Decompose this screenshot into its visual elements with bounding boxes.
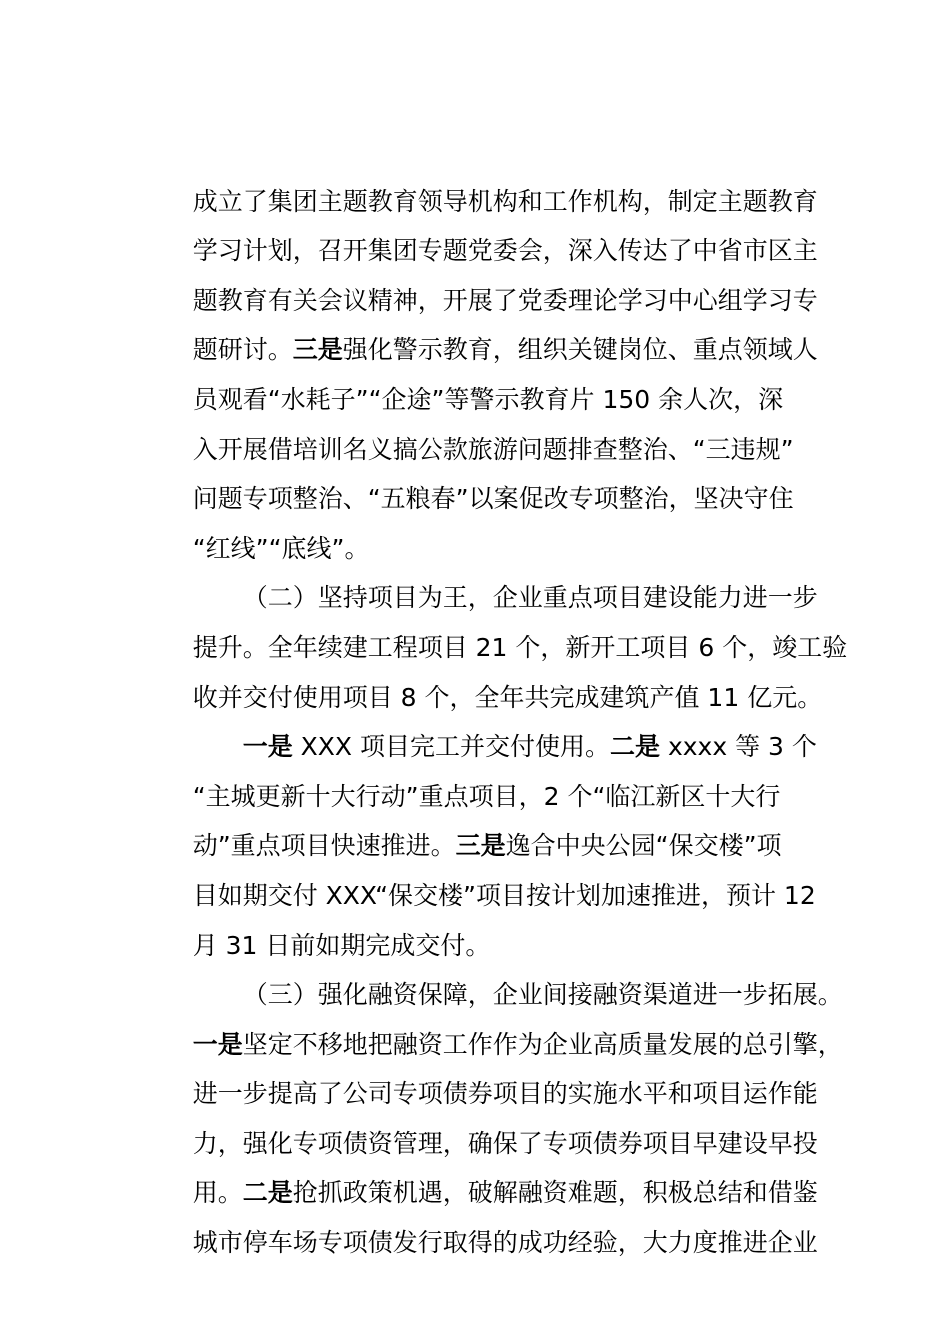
text-run: 逸合中央公园“保交楼”项 bbox=[505, 831, 782, 861]
text-run: 动”重点项目快速推进。 bbox=[192, 831, 456, 861]
bold-marker: 三是 bbox=[455, 831, 506, 861]
text-run: 力，强化专项债资管理，确保了专项债券项目早建设早投 bbox=[192, 1128, 818, 1158]
text-run: 学习计划，召开集团专题党委会，深入传达了中省市区主 bbox=[192, 236, 818, 266]
text-run: 题研讨。 bbox=[192, 335, 293, 365]
text-run: 题教育有关会议精神，开展了党委理论学习中心组学习专 bbox=[192, 285, 818, 315]
text-run: 坚定不移地把融资工作作为企业高质量发展的总引擎， bbox=[242, 1029, 843, 1059]
bold-marker: 一是 bbox=[192, 1029, 243, 1059]
text-run: 城市停车场专项债发行取得的成功经验，大力度推进企业 bbox=[192, 1228, 818, 1258]
text-run: 问题专项整治、“五粮春”以案促改专项整治，坚决守住 bbox=[192, 484, 794, 514]
bold-marker: 三是 bbox=[292, 335, 343, 365]
bold-marker: 二是 bbox=[242, 1178, 293, 1208]
text-run: “红线”“底线”。 bbox=[192, 533, 370, 563]
text-run: 进一步提高了公司专项债券项目的实施水平和项目运作能 bbox=[192, 1079, 818, 1109]
document-body bbox=[145, 127, 848, 1258]
bold-marker: 二是 bbox=[609, 732, 660, 762]
text-run: xxxx 等 3 个 bbox=[660, 732, 817, 762]
text-line bbox=[145, 127, 818, 216]
text-run: 收并交付使用项目 8 个，全年共完成建筑产值 11 亿元。 bbox=[192, 682, 823, 712]
text-run: 入开展借培训名义搞公款旅游问题排查整治、“三违规” bbox=[192, 434, 794, 464]
text-run: 抢抓政策机遇，破解融资难题，积极总结和借鉴 bbox=[292, 1178, 818, 1208]
text-run: （三）强化融资保障，企业间接融资渠道进一步拓展。 bbox=[242, 980, 843, 1010]
text-run: 月 31 日前如期完成交付。 bbox=[192, 930, 491, 960]
text-run: （二）坚持项目为王，企业重点项目建设能力进一步 bbox=[242, 583, 818, 613]
text-run: “主城更新十大行动”重点项目，2 个“临江新区十大行 bbox=[192, 781, 781, 811]
text-run: 用。 bbox=[192, 1178, 243, 1208]
text-run: 强化警示教育，组织关键岗位、重点领域人 bbox=[342, 335, 818, 365]
text-run: 目如期交付 XXX“保交楼”项目按计划加速推进，预计 12 bbox=[192, 880, 816, 910]
text-run: 成立了集团主题教育领导机构和工作机构，制定主题教育 bbox=[192, 186, 818, 216]
text-run: 员观看“水耗子”“企途”等警示教育片 150 余人次，深 bbox=[192, 384, 784, 414]
text-run: 提升。全年续建工程项目 21 个，新开工项目 6 个，竣工验 bbox=[192, 632, 848, 662]
bold-marker: 一是 bbox=[242, 732, 293, 762]
text-run: XXX 项目完工并交付使用。 bbox=[292, 732, 610, 762]
